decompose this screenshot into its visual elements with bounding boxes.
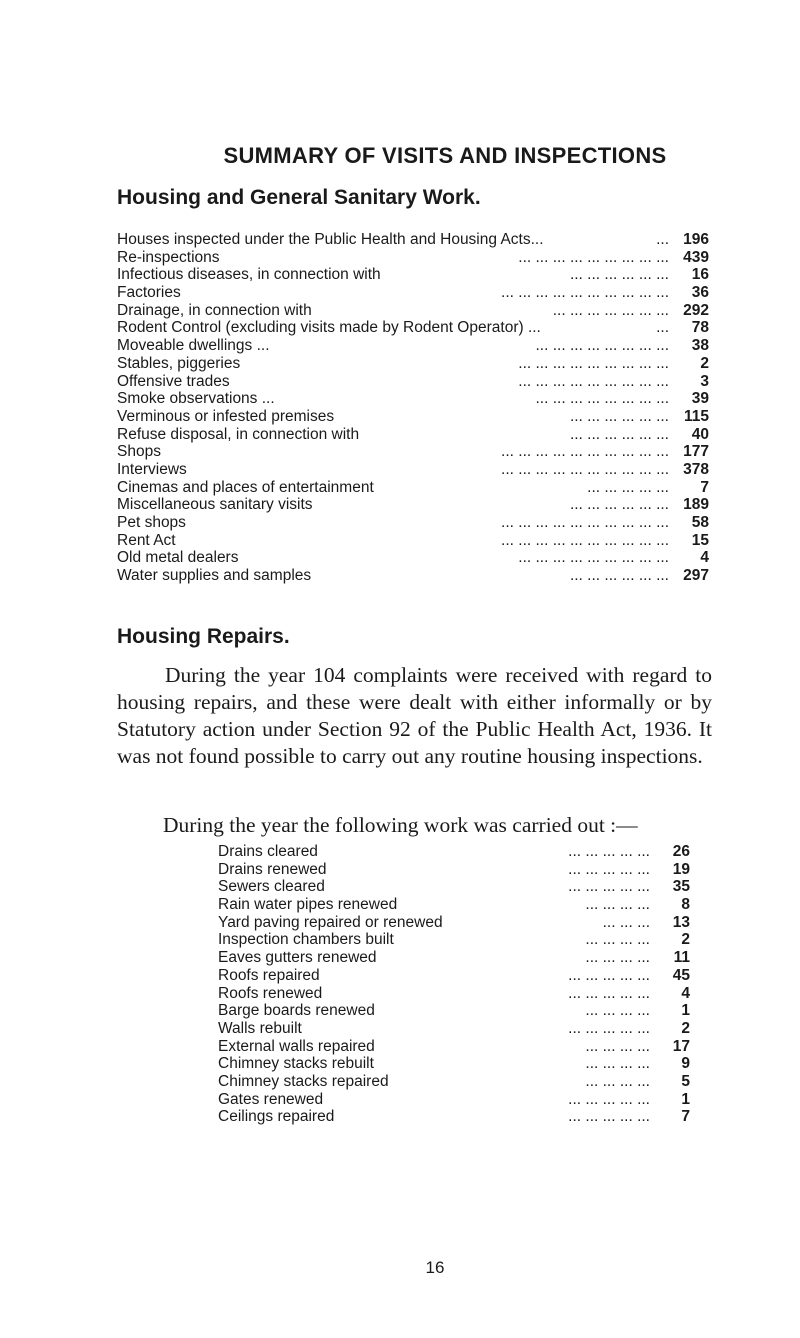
work-row bbox=[218, 1038, 690, 1056]
inspection-row bbox=[117, 426, 709, 444]
inspection-leader-dots: ... ... ... ... ... ... ... bbox=[552, 301, 669, 319]
inspection-label: Factories bbox=[117, 284, 181, 302]
work-leader-dots: ... ... ... ... bbox=[585, 1037, 650, 1055]
work-count: 35 bbox=[672, 878, 690, 896]
inspection-leader-dots: ... ... ... ... ... ... ... ... ... bbox=[518, 372, 669, 390]
inspection-row bbox=[117, 549, 709, 567]
inspection-leader-dots: ... ... ... ... ... ... bbox=[569, 266, 669, 284]
page-number: 16 bbox=[425, 1258, 445, 1277]
inspection-count: 297 bbox=[683, 567, 709, 585]
work-label: Chimney stacks repaired bbox=[218, 1072, 389, 1090]
inspection-label: Pet shops bbox=[117, 514, 186, 531]
inspection-count: 36 bbox=[691, 284, 709, 302]
inspection-leader-dots: ... ... ... ... ... ... ... ... ... ... bbox=[501, 531, 669, 549]
inspection-label: Infectious diseases, in connection with bbox=[117, 266, 381, 284]
work-leader-dots: ... ... ... ... bbox=[585, 1072, 650, 1090]
work-row bbox=[218, 843, 690, 861]
inspection-label: Stables, piggeries bbox=[117, 354, 241, 372]
inspection-row bbox=[117, 284, 709, 302]
work-count: 45 bbox=[672, 966, 690, 984]
work-leader-dots: ... ... ... ... ... bbox=[568, 1090, 650, 1108]
work-row bbox=[218, 1002, 690, 1020]
inspection-row bbox=[117, 390, 709, 408]
inspection-row bbox=[117, 408, 709, 426]
work-count: 8 bbox=[681, 896, 690, 914]
inspection-label: Offensive trades bbox=[117, 372, 230, 390]
work-count: 5 bbox=[681, 1072, 690, 1090]
work-carried-out-list bbox=[218, 843, 690, 1126]
inspection-leader-dots: ... ... ... ... ... ... ... ... ... ... bbox=[501, 284, 669, 302]
work-label: Inspection chambers built bbox=[218, 931, 394, 949]
work-label: Roofs repaired bbox=[218, 966, 320, 984]
inspection-row bbox=[117, 355, 709, 373]
housing-repairs-heading: Housing Repairs. bbox=[117, 625, 290, 648]
work-label: Barge boards renewed bbox=[218, 1002, 375, 1020]
inspection-count: 78 bbox=[691, 319, 709, 337]
work-count: 9 bbox=[681, 1055, 690, 1073]
work-leader-dots: ... ... ... ... ... bbox=[568, 860, 650, 878]
work-row bbox=[218, 931, 690, 949]
inspection-count: 115 bbox=[683, 407, 709, 425]
inspection-label: Drainage, in connection with bbox=[117, 301, 312, 319]
inspection-count: 40 bbox=[691, 425, 709, 443]
housing-general-heading: Housing and General Sanitary Work. bbox=[117, 186, 481, 209]
work-row bbox=[218, 985, 690, 1003]
inspection-leader-dots: ... ... ... ... ... ... ... ... ... bbox=[518, 354, 669, 372]
work-row bbox=[218, 1073, 690, 1091]
work-label: Sewers cleared bbox=[218, 878, 325, 896]
inspection-row bbox=[117, 443, 709, 461]
inspection-row bbox=[117, 319, 709, 337]
inspection-count: 38 bbox=[691, 337, 709, 355]
work-row bbox=[218, 896, 690, 914]
work-leader-dots: ... ... ... ... ... bbox=[568, 984, 650, 1002]
work-label: Walls rebuilt bbox=[218, 1019, 302, 1037]
work-intro: During the year the following work was carried out :— bbox=[163, 813, 638, 837]
work-label: Yard paving repaired or renewed bbox=[218, 913, 443, 931]
inspection-row bbox=[117, 567, 709, 585]
work-leader-dots: ... ... ... ... ... bbox=[568, 966, 650, 984]
inspection-label: Rodent Control (excluding visits made by Rodent Operator) ... bbox=[117, 319, 541, 337]
inspection-leader-dots: ... ... ... ... ... bbox=[587, 478, 669, 496]
work-count: 13 bbox=[672, 913, 690, 931]
work-label: Drains cleared bbox=[218, 843, 318, 860]
inspection-count: 4 bbox=[700, 549, 709, 567]
work-row bbox=[218, 1091, 690, 1109]
inspection-label: Shops bbox=[117, 443, 161, 461]
inspection-row bbox=[117, 337, 709, 355]
page-title: SUMMARY OF VISITS AND INSPECTIONS bbox=[223, 143, 667, 168]
work-leader-dots: ... ... ... ... ... bbox=[568, 843, 650, 860]
inspection-label: Smoke observations ... bbox=[117, 390, 275, 408]
work-label: Gates renewed bbox=[218, 1090, 324, 1108]
inspection-count: 189 bbox=[683, 496, 709, 514]
inspection-label: Water supplies and samples bbox=[117, 567, 312, 585]
inspection-row bbox=[117, 514, 709, 532]
inspection-count: 292 bbox=[683, 301, 709, 319]
work-row bbox=[218, 1108, 690, 1126]
work-leader-dots: ... ... ... bbox=[602, 913, 650, 931]
work-count: 2 bbox=[681, 1019, 690, 1037]
inspection-leader-dots: ... ... ... ... ... ... bbox=[569, 407, 669, 425]
inspection-count: 177 bbox=[683, 443, 709, 461]
inspection-label: Houses inspected under the Public Health and Housing Acts... bbox=[117, 231, 544, 248]
inspection-label: Re-inspections bbox=[117, 248, 220, 266]
work-leader-dots: ... ... ... ... ... bbox=[568, 1108, 650, 1126]
work-count: 1 bbox=[681, 1002, 690, 1020]
work-row bbox=[218, 1055, 690, 1073]
work-leader-dots: ... ... ... ... ... bbox=[568, 1019, 650, 1037]
inspection-leader-dots: ... ... ... ... ... ... ... ... bbox=[535, 337, 669, 355]
inspection-count: 2 bbox=[700, 354, 709, 372]
inspection-count: 378 bbox=[683, 460, 709, 478]
inspection-count: 7 bbox=[700, 478, 709, 496]
work-label: Ceilings repaired bbox=[218, 1108, 335, 1126]
work-count: 19 bbox=[672, 860, 690, 878]
inspection-leader-dots: ... bbox=[656, 319, 669, 337]
inspection-count: 16 bbox=[691, 266, 709, 284]
inspection-leader-dots: ... ... ... ... ... ... ... ... ... bbox=[518, 549, 669, 567]
inspection-row bbox=[117, 496, 709, 514]
inspection-count: 3 bbox=[700, 372, 709, 390]
work-leader-dots: ... ... ... ... bbox=[585, 931, 650, 949]
inspection-leader-dots: ... ... ... ... ... ... bbox=[569, 425, 669, 443]
inspection-label: Cinemas and places of entertainment bbox=[117, 478, 374, 496]
housing-repairs-paragraph-text: During the year 104 complaints were received with regard to housing repairs, and these were dealt with either informally or by Statutory action under Section 92 of the Public Health Act, 1936. It was not found possible to carry out any routine housing inspections. bbox=[117, 663, 712, 768]
work-count: 26 bbox=[672, 843, 690, 860]
inspection-row bbox=[117, 266, 709, 284]
inspection-count: 15 bbox=[691, 531, 709, 549]
inspection-label: Rent Act bbox=[117, 531, 176, 549]
inspection-row bbox=[117, 249, 709, 267]
work-count: 4 bbox=[681, 984, 690, 1002]
inspection-label: Miscellaneous sanitary visits bbox=[117, 496, 313, 514]
inspections-list bbox=[117, 231, 709, 585]
work-leader-dots: ... ... ... ... ... bbox=[568, 878, 650, 896]
inspection-row bbox=[117, 532, 709, 550]
work-count: 1 bbox=[681, 1090, 690, 1108]
work-row bbox=[218, 914, 690, 932]
inspection-leader-dots: ... bbox=[656, 231, 669, 248]
work-row bbox=[218, 878, 690, 896]
inspection-label: Moveable dwellings ... bbox=[117, 337, 270, 355]
inspection-row bbox=[117, 231, 709, 249]
inspection-leader-dots: ... ... ... ... ... ... ... ... ... ... bbox=[501, 460, 669, 478]
work-label: External walls repaired bbox=[218, 1037, 375, 1055]
inspection-leader-dots: ... ... ... ... ... ... bbox=[569, 496, 669, 514]
inspection-leader-dots: ... ... ... ... ... ... ... ... bbox=[535, 390, 669, 408]
inspection-label: Refuse disposal, in connection with bbox=[117, 425, 360, 443]
inspection-label: Verminous or infested premises bbox=[117, 407, 335, 425]
work-label: Chimney stacks rebuilt bbox=[218, 1055, 374, 1073]
work-count: 11 bbox=[673, 949, 690, 967]
work-count: 2 bbox=[681, 931, 690, 949]
work-row bbox=[218, 861, 690, 879]
inspection-leader-dots: ... ... ... ... ... ... ... ... ... ... bbox=[501, 514, 669, 531]
inspection-count: 439 bbox=[683, 248, 709, 266]
work-label: Roofs renewed bbox=[218, 984, 323, 1002]
work-count: 7 bbox=[681, 1108, 690, 1126]
inspection-row bbox=[117, 479, 709, 497]
work-row bbox=[218, 967, 690, 985]
inspection-count: 39 bbox=[691, 390, 709, 408]
inspection-count: 196 bbox=[683, 231, 709, 248]
work-label: Eaves gutters renewed bbox=[218, 949, 377, 967]
inspection-row bbox=[117, 373, 709, 391]
inspection-leader-dots: ... ... ... ... ... ... ... ... ... bbox=[518, 248, 669, 266]
work-row bbox=[218, 1020, 690, 1038]
work-count: 17 bbox=[672, 1037, 690, 1055]
inspection-row bbox=[117, 461, 709, 479]
work-leader-dots: ... ... ... ... bbox=[585, 1002, 650, 1020]
work-leader-dots: ... ... ... ... bbox=[585, 949, 650, 967]
housing-repairs-paragraph bbox=[117, 662, 712, 770]
work-row bbox=[218, 949, 690, 967]
inspection-label: Interviews bbox=[117, 460, 187, 478]
work-label: Drains renewed bbox=[218, 860, 327, 878]
inspection-label: Old metal dealers bbox=[117, 549, 239, 567]
work-leader-dots: ... ... ... ... bbox=[585, 1055, 650, 1073]
inspection-count: 58 bbox=[691, 514, 709, 531]
inspection-leader-dots: ... ... ... ... ... ... bbox=[569, 567, 669, 585]
inspection-row bbox=[117, 302, 709, 320]
inspection-leader-dots: ... ... ... ... ... ... ... ... ... ... bbox=[501, 443, 669, 461]
work-leader-dots: ... ... ... ... bbox=[585, 896, 650, 914]
work-label: Rain water pipes renewed bbox=[218, 896, 398, 914]
